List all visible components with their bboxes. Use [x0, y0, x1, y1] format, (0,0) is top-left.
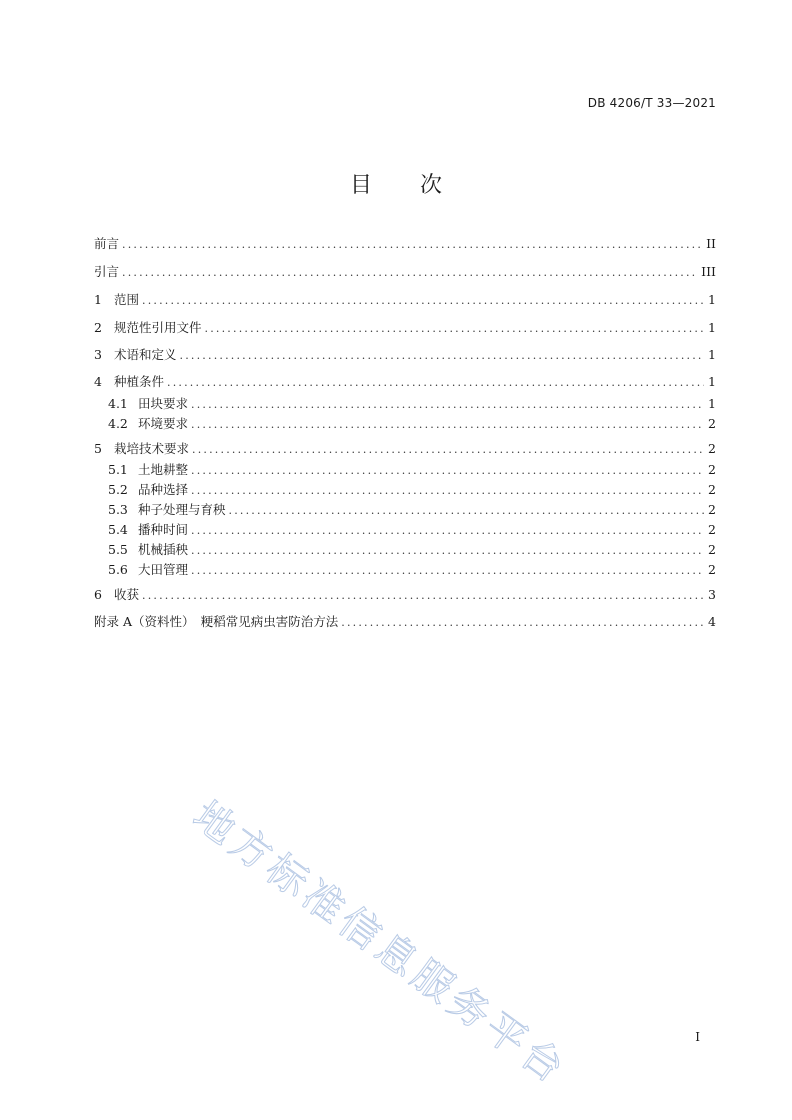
toc-entry-number: 6 [94, 587, 102, 602]
toc-entry-page: 1 [708, 292, 716, 307]
toc-entry-5-2[interactable] [108, 480, 716, 500]
toc-entry-label: 引言 [94, 264, 120, 279]
toc-entry-page: 2 [708, 562, 716, 577]
toc-entry-number: 5.4 [108, 522, 128, 537]
dot-leader [205, 319, 705, 339]
toc-entry-label: 环境要求 [138, 416, 189, 431]
toc-entry-5-1[interactable] [108, 460, 716, 480]
page-number: I [695, 1030, 700, 1044]
toc-entry-label: 术语和定义 [114, 347, 177, 362]
toc-entry-number: 5.1 [108, 462, 128, 477]
toc-entry-page: 2 [708, 502, 716, 517]
toc-entry-4-2[interactable] [108, 414, 716, 434]
toc-entry-5-5[interactable] [108, 540, 716, 560]
toc-title [0, 168, 792, 199]
toc-entry-page: 2 [708, 441, 716, 456]
dot-leader [341, 613, 704, 633]
toc-entry-label: 前言 [94, 236, 120, 251]
toc-entry-number: 5.2 [108, 482, 128, 497]
toc-entry-page: 2 [708, 462, 716, 477]
dot-leader [167, 373, 704, 393]
toc-entry-5-4[interactable] [108, 520, 716, 540]
toc-entry-label: 品种选择 [138, 482, 189, 497]
dot-leader [191, 481, 704, 501]
toc-entry-5[interactable] [94, 439, 716, 459]
toc-entry-page: 1 [708, 320, 716, 335]
dot-leader [191, 541, 704, 561]
toc-entry-number: 2 [94, 320, 102, 335]
toc-entry-introduction[interactable] [94, 262, 716, 282]
toc-entry-page: 2 [708, 416, 716, 431]
toc-entry-2[interactable] [94, 318, 716, 338]
toc-entry-page: 4 [708, 614, 716, 629]
toc-entry-number: 4 [94, 374, 102, 389]
toc-entry-label: 范围 [114, 292, 140, 307]
toc-entry-label: 机械插秧 [138, 542, 189, 557]
toc-entry-number: 5.3 [108, 502, 128, 517]
toc-entry-page: 2 [708, 522, 716, 537]
toc-entry-number: 1 [94, 292, 102, 307]
toc-title-left: 目 [349, 173, 372, 198]
dot-leader [191, 561, 704, 581]
toc-entry-label: 大田管理 [138, 562, 189, 577]
watermark: 地方标准信息服务平台 [184, 792, 576, 1095]
dot-leader [229, 501, 705, 521]
dot-leader [192, 440, 704, 460]
toc-entry-page: 2 [708, 542, 716, 557]
dot-leader [180, 346, 705, 366]
toc-entry-label: 播种时间 [138, 522, 189, 537]
toc-entry-number: 5.6 [108, 562, 128, 577]
toc-entry-6[interactable] [94, 585, 716, 605]
toc-entry-3[interactable] [94, 345, 716, 365]
toc-entry-page: II [706, 236, 716, 251]
toc-entry-number: 5.5 [108, 542, 128, 557]
toc-entry-page: 2 [708, 482, 716, 497]
dot-leader [142, 586, 704, 606]
dot-leader [122, 263, 697, 283]
toc-entry-page: III [701, 264, 716, 279]
toc-entry-5-3[interactable] [108, 500, 716, 520]
toc-entry-number: 4.1 [108, 396, 128, 411]
toc-entry-label: 规范性引用文件 [114, 320, 202, 335]
toc-entry-number: 5 [94, 441, 102, 456]
toc-entry-label: 栽培技术要求 [114, 441, 190, 456]
toc-entry-page: 3 [708, 587, 716, 602]
toc-entry-number: 4.2 [108, 416, 128, 431]
dot-leader [142, 291, 704, 311]
dot-leader [191, 461, 704, 481]
toc-entry-appendix-a[interactable] [94, 612, 716, 632]
toc-entry-number: 3 [94, 347, 102, 362]
toc-entry-label: 附录 A（资料性） 粳稻常见病虫害防治方法 [94, 614, 339, 629]
toc-entry-label: 种子处理与育秧 [138, 502, 226, 517]
toc-title-right: 次 [420, 173, 443, 198]
toc-entry-preface[interactable] [94, 234, 716, 254]
dot-leader [122, 235, 702, 255]
toc-entry-4[interactable] [94, 372, 716, 392]
toc-entry-label: 土地耕整 [138, 462, 189, 477]
toc-entry-page: 1 [708, 347, 716, 362]
toc-entry-1[interactable] [94, 290, 716, 310]
toc-entry-label: 田块要求 [138, 396, 189, 411]
toc-entry-label: 收获 [114, 587, 140, 602]
toc-entry-5-6[interactable] [108, 560, 716, 580]
document-code: DB 4206/T 33—2021 [587, 96, 716, 110]
toc-entry-label: 种植条件 [114, 374, 165, 389]
toc-entry-page: 1 [708, 374, 716, 389]
dot-leader [191, 521, 704, 541]
toc-entry-4-1[interactable] [108, 394, 716, 414]
toc-entry-page: 1 [708, 396, 716, 411]
dot-leader [191, 415, 704, 435]
dot-leader [191, 395, 704, 415]
